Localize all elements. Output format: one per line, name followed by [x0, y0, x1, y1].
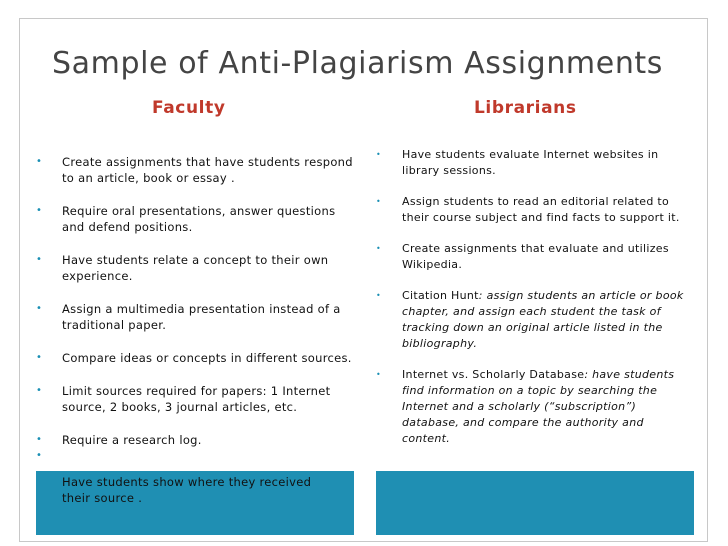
list-item-text: Compare ideas or concepts in different sources. — [62, 351, 352, 365]
list-item-text: Assign a multimedia presentation instead of a traditional paper. — [62, 302, 341, 332]
list-item-text: Assign students to read an editorial related to their course subject and find facts to support it. — [402, 195, 680, 224]
librarians-header: Librarians — [474, 98, 577, 118]
bullet-icon: • — [36, 352, 43, 363]
list-item — [36, 350, 354, 366]
faculty-last-item: Have students show where they received their source . — [62, 475, 312, 505]
list-item-text: Create assignments that have students respond to an article, book or essay . — [62, 155, 353, 185]
list-item — [36, 432, 354, 448]
citation-hunt-text: : assign students an article or book chapter, and assign each student the task of tracking down an original article listed in the bibliography. — [402, 289, 684, 350]
faculty-list — [36, 154, 354, 464]
list-item — [376, 194, 694, 226]
bullet-icon: • — [36, 254, 43, 265]
list-item-text: Require a research log. — [62, 433, 202, 447]
list-item-text — [402, 289, 684, 350]
bullet-icon: • — [36, 450, 43, 461]
bullet-icon: • — [36, 385, 43, 396]
bullet-icon: • — [376, 291, 382, 300]
librarians-list — [376, 147, 694, 462]
list-item — [36, 154, 354, 186]
bullet-icon: • — [36, 205, 43, 216]
bullet-icon: • — [36, 156, 43, 167]
list-item-text: Limit sources required for papers: 1 Internet source, 2 books, 3 journal articles, etc. — [62, 384, 331, 414]
slide-title: Sample of Anti-Plagiarism Assignments — [52, 46, 664, 81]
list-item-text — [62, 449, 66, 463]
list-item — [376, 367, 694, 447]
list-item — [376, 147, 694, 179]
list-item-text: Create assignments that evaluate and utilizes Wikipedia. — [402, 242, 669, 271]
list-item-text: Have students relate a concept to their own experience. — [62, 253, 329, 283]
list-item-text — [402, 368, 674, 445]
bullet-icon: • — [376, 197, 382, 206]
bullet-icon: • — [36, 303, 43, 314]
list-item — [36, 252, 354, 284]
librarians-footer-band — [376, 471, 694, 535]
list-item — [376, 288, 694, 352]
scholarly-db-text: : have students find information on a topic by searching the Internet and a scholarly (“subscription”) database, and compare the authority and content. — [402, 368, 675, 445]
bullet-icon: • — [36, 434, 43, 445]
list-item — [36, 301, 354, 333]
list-item — [36, 383, 354, 415]
scholarly-db-label: Internet vs. Scholarly Database — [402, 368, 585, 381]
bullet-icon: • — [376, 150, 382, 159]
list-item-text: Require oral presentations, answer questions and defend positions. — [62, 204, 336, 234]
bullet-icon: • — [376, 370, 382, 379]
list-item-empty — [36, 448, 354, 464]
list-item-text: Have students evaluate Internet websites in library sessions. — [402, 148, 659, 177]
bullet-icon: • — [376, 244, 382, 253]
citation-hunt-label: Citation Hunt — [402, 289, 479, 302]
list-item — [376, 241, 694, 273]
list-item — [36, 203, 354, 235]
faculty-header: Faculty — [152, 98, 226, 118]
